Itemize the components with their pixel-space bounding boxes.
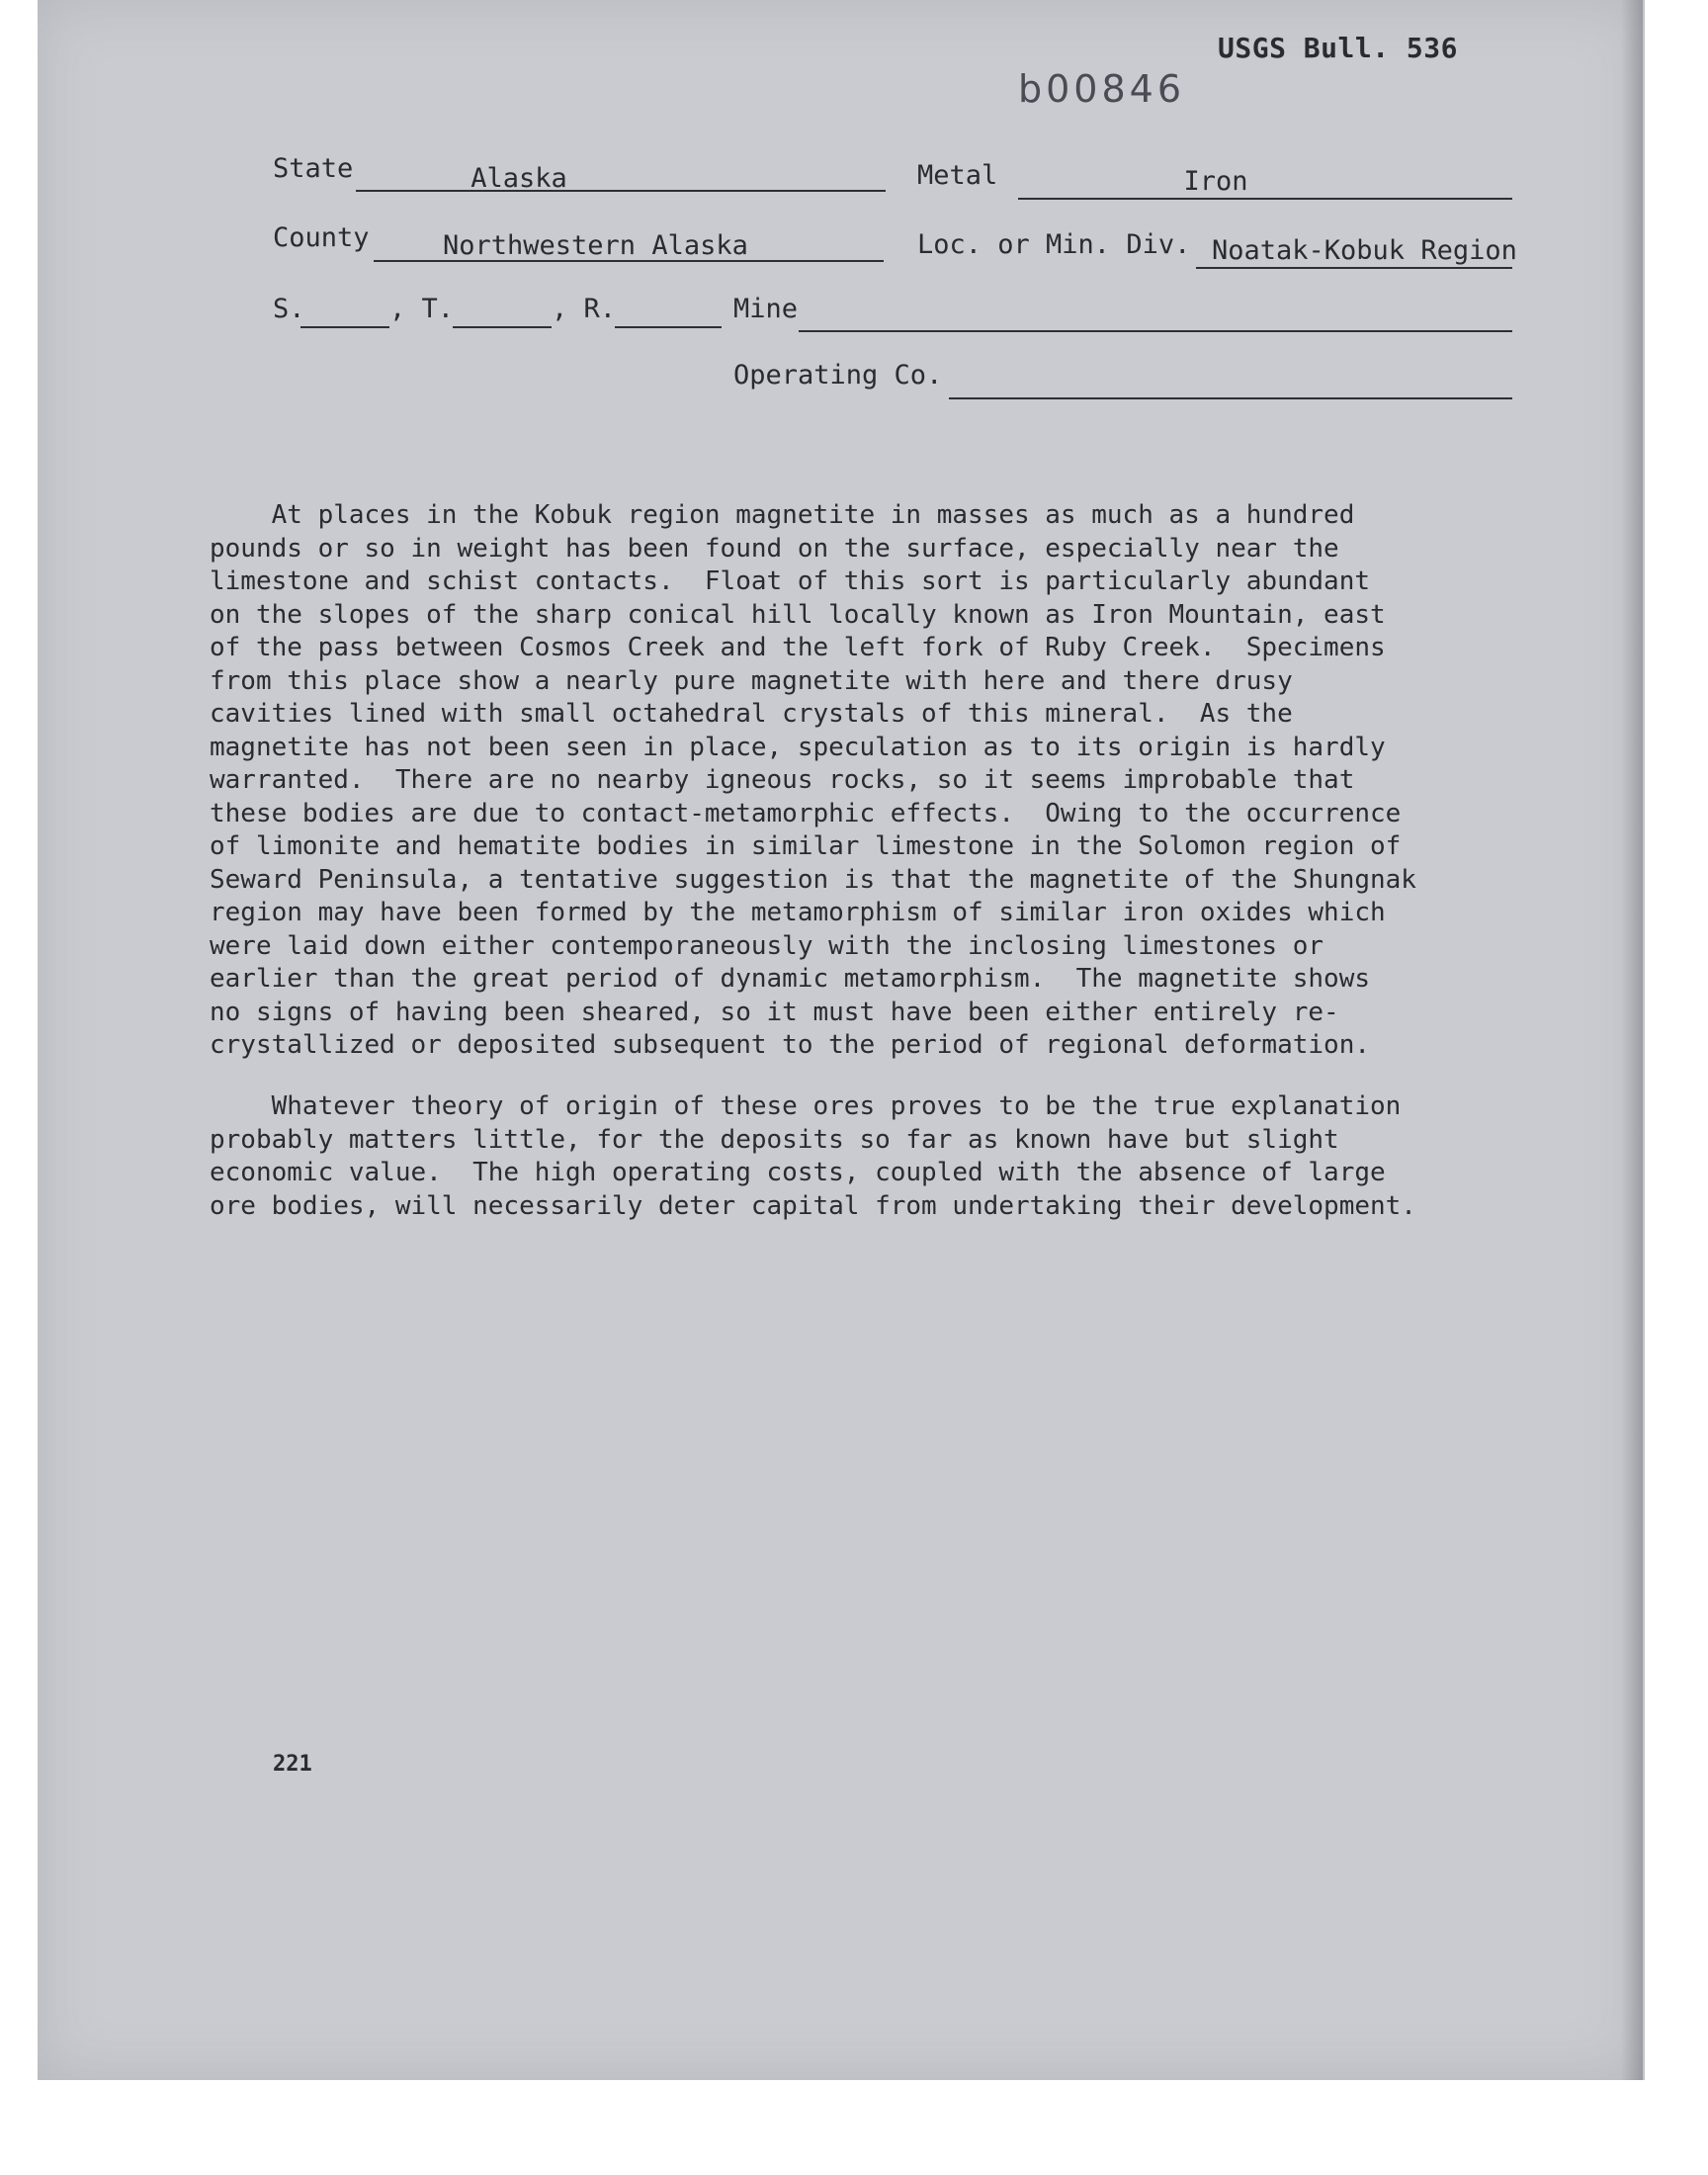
text-line: Seward Peninsula, a tentative suggestion is that the magnetite of the Shungnak [210,864,1416,895]
loc-value: Noatak-Kobuk Region [1212,235,1517,266]
county-value: Northwestern Alaska [443,230,748,261]
text-line: earlier than the great period of dynamic metamorphism. The magnetite shows [210,964,1370,994]
bulletin-reference: USGS Bull. 536 [1218,32,1459,64]
section-label: S. [273,294,305,324]
text-line: of limonite and hematite bodies in similar limestone in the Solomon region of [210,831,1402,861]
metal-value: Iron [1183,166,1248,197]
mine-label: Mine [733,294,799,324]
text-line: these bodies are due to contact-metamorphic effects. Owing to the occurrence [210,798,1402,828]
mine-underline [799,330,1512,332]
paragraph-1 [210,499,1534,1063]
text-line: from this place show a nearly pure magnetite with here and there drusy [210,665,1293,696]
text-line: no signs of having been sheared, so it must have been either entirely re- [210,997,1339,1027]
sheet-edge-shadow [1621,0,1645,2080]
text-line: ore bodies, will necessarily deter capital from undertaking their development. [210,1190,1416,1221]
loc-underline [1196,267,1512,269]
state-value: Alaska [470,163,567,194]
range-underline [615,326,722,328]
text-line: magnetite has not been seen in place, speculation as to its origin is hardly [210,732,1386,762]
text-line: Whatever theory of origin of these ores proves to be the true explanation [210,1091,1402,1121]
text-line: warranted. There are no nearby igneous rocks, so it seems improbable that [210,765,1355,795]
township-label: , T. [389,294,455,324]
text-line: pounds or so in weight has been found on the surface, especially near the [210,533,1339,564]
operating-co-label: Operating Co. [733,360,943,391]
metal-underline [1018,198,1512,200]
text-line: on the slopes of the sharp conical hill locally known as Iron Mountain, east [210,599,1386,630]
paragraph-2 [210,1090,1534,1223]
text-line: limestone and schist contacts. Float of this sort is particularly abundant [210,566,1370,596]
metal-label: Metal [917,160,998,191]
text-line: cavities lined with small octahedral crystals of this mineral. As the [210,699,1293,729]
county-label: County [273,222,370,253]
text-line: probably matters little, for the deposits so far as known have but slight [210,1124,1339,1155]
text-line: of the pass between Cosmos Creek and the left fork of Ruby Creek. Specimens [210,633,1386,662]
text-line: crystallized or deposited subsequent to the period of regional deformation. [210,1030,1370,1060]
township-underline [453,326,552,328]
page-number: 221 [273,1752,312,1777]
loc-label: Loc. or Min. Div. [917,229,1191,260]
range-label: , R. [552,294,617,324]
text-line: economic value. The high operating costs, coupled with the absence of large [210,1158,1386,1187]
section-underline [300,326,389,328]
operating-co-underline [949,397,1512,399]
stamp-number: b00846 [1018,67,1186,111]
text-line: region may have been formed by the metamorphism of similar iron oxides which [210,898,1386,927]
text-line: were laid down either contemporaneously with the inclosing limestones or [210,930,1324,961]
text-line: At places in the Kobuk region magnetite in masses as much as a hundred [210,500,1355,530]
state-label: State [273,153,354,184]
